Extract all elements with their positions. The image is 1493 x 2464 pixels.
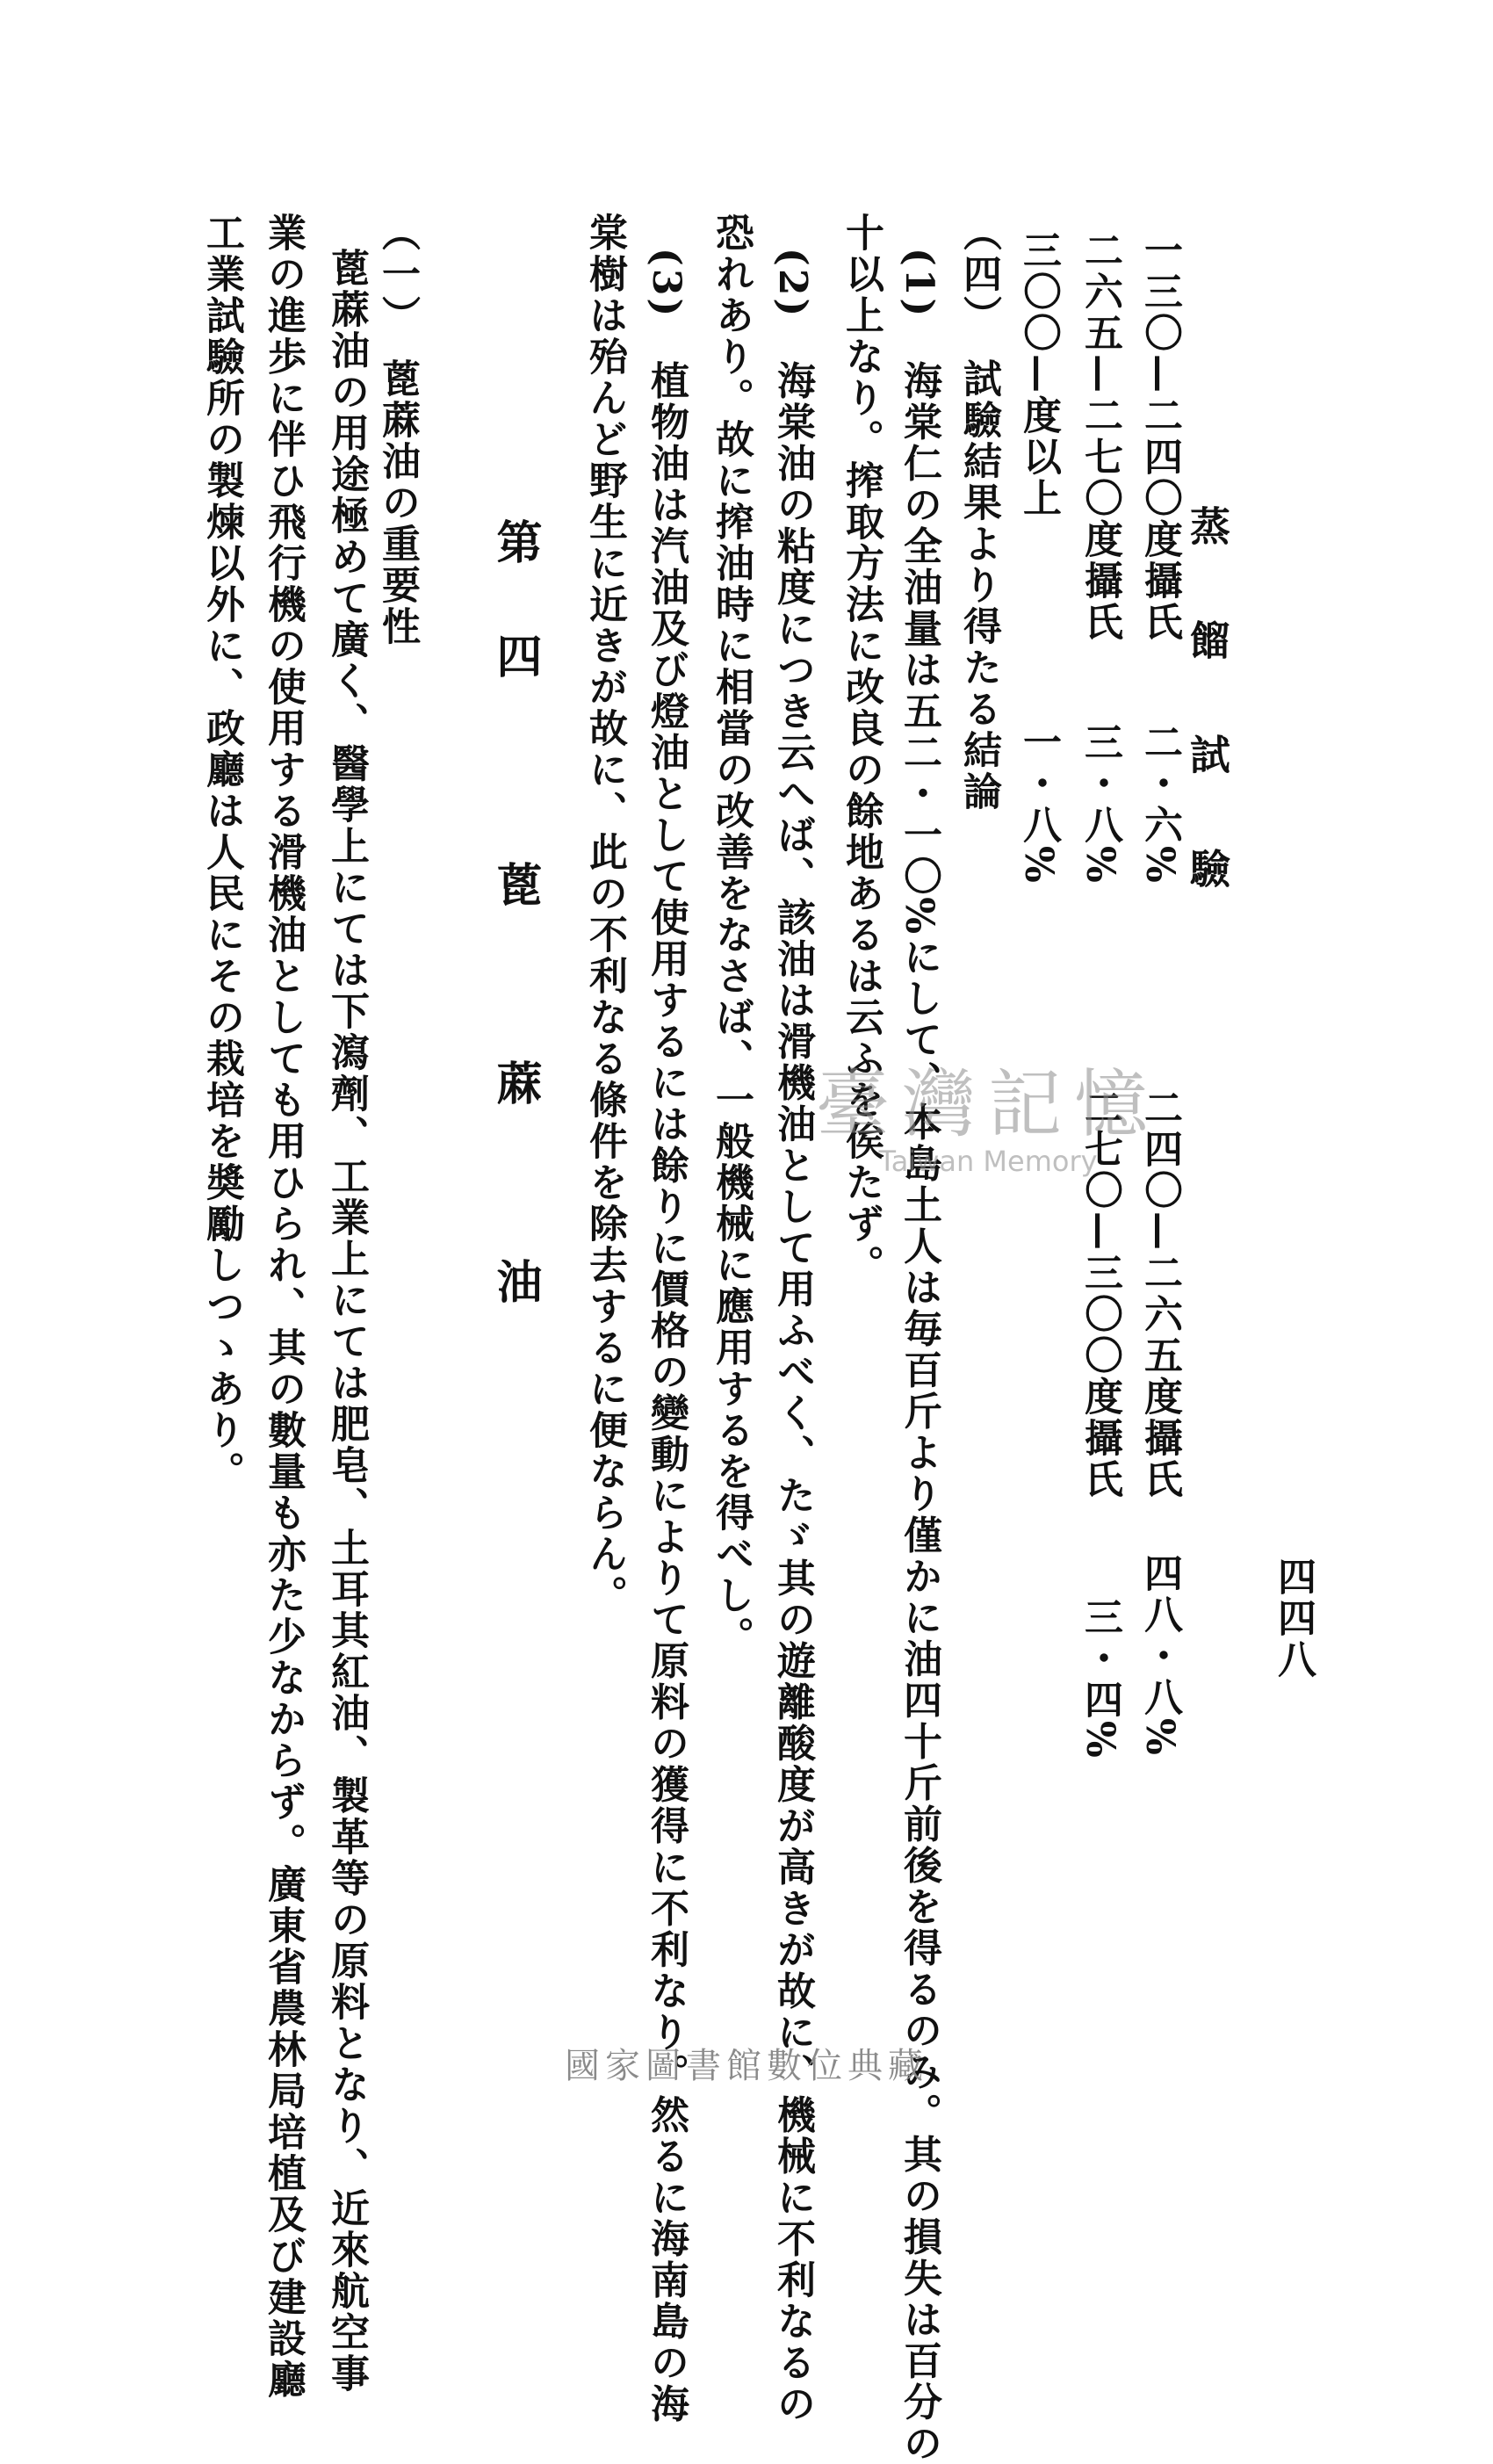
distillation-percent: 二・六% xyxy=(1137,722,1182,885)
watermark-sub: Taiwan Memory xyxy=(878,1145,1098,1178)
distillation-range: 二六五—二七〇度攝氏 xyxy=(1078,230,1122,643)
subsection-line-2: 業の進歩に伴ひ飛行機の使用する滑機油としても用ひられ、其の數量も亦た少なからず。廣東省農林局培植及び建設廳 xyxy=(261,213,306,2401)
distillation-percent: 一・八% xyxy=(1016,722,1061,885)
distillation-percent: 三・八% xyxy=(1078,722,1122,885)
distillation-range: 一三〇—二四〇度攝氏 xyxy=(1137,230,1182,643)
distillation-percent: 三・四% xyxy=(1078,1597,1122,1760)
distillation-percent: 四八・八% xyxy=(1137,1553,1182,1758)
conclusion-item-2-line-2: 恐れあり。故に搾油時に相當の改善をなさば、一般機械に應用するを得べし。 xyxy=(709,213,754,1658)
subsection-line-1: 蓖蔴油の用途極めて廣く、醫學上にては下瀉劑、工業上にては肥皂、土耳其紅油、製革等の原料となり、近來航空事 xyxy=(324,248,369,2395)
conclusion-item-1-line-2: 十以上なり。搾取方法に改良の餘地あるは云ふを俟たず。 xyxy=(839,213,884,1286)
conclusion-item-3-line-1: (3) 植物油は汽油及び燈油として使用するには餘りに價格の變動によりて原料の獲得に不利なり。然るに海南島の海 xyxy=(644,248,689,2425)
subsection-heading: （一） 蓖蔴油の重要性 xyxy=(375,213,420,647)
watermark-main: 臺灣記憶 xyxy=(815,1061,1160,1147)
distillation-heading: 蒸 餾 試 驗 xyxy=(1184,505,1231,919)
conclusions-heading: （四） 試驗結果より得たる結論 xyxy=(956,213,1001,813)
conclusion-item-2-line-1: (2) 海棠油の粘度につき云へば、該油は滑機油として用ふべく、たゞ其の遊離酸度が高きが故に、機械に不利なるの xyxy=(770,248,815,2425)
distillation-range: 二七〇—三〇〇度攝氏 xyxy=(1078,1087,1122,1500)
section-title: 第四 蓖 蔴 油 xyxy=(488,518,542,1373)
distillation-range: 三〇〇—度以上 xyxy=(1016,230,1061,519)
conclusion-item-3-line-2: 棠樹は殆んど野生に近きが故に、此の不利なる條件を除去するに便ならん。 xyxy=(582,213,627,1616)
distillation-range: 二四〇—二六五度攝氏 xyxy=(1137,1087,1182,1500)
subsection-line-3: 工業試驗所の製煉以外に、政廳は人民にその栽培を奬勵しつゝあり。 xyxy=(199,213,244,1492)
conclusion-item-1-line-1: (1) 海棠仁の全油量は五二・一〇%にして、本島土人は毎百斤より僅かに油四十斤前後を得るのみ。其の損失は百分の xyxy=(897,248,941,2464)
footer-credit: 國家圖書館數位典藏 xyxy=(565,2046,928,2086)
page-number: 四四八 xyxy=(1271,1557,1316,1680)
